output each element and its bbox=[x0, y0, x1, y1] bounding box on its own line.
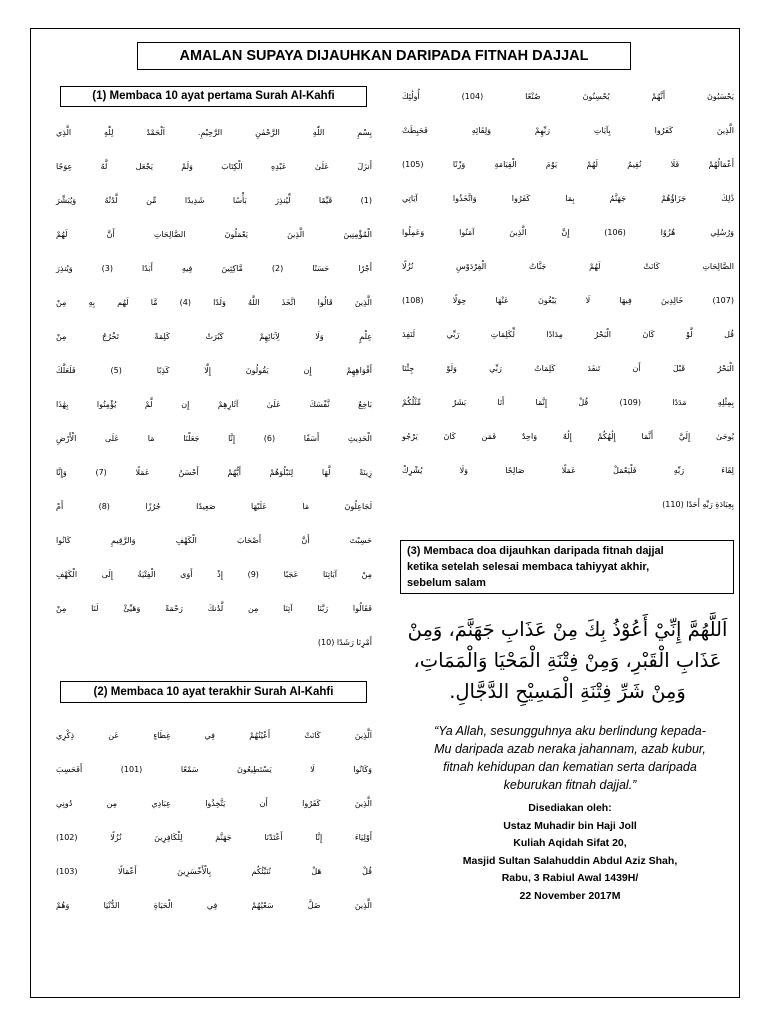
title-box bbox=[137, 42, 631, 70]
translation-line: “Ya Allah, sesungguhnya aku berlindung kepada- bbox=[434, 724, 706, 738]
credits bbox=[405, 800, 735, 906]
credits-line: Ustaz Muhadir bin Haji Joll bbox=[503, 819, 637, 832]
arabic-line: الْبَحْرُ قَبْلَ أَن تَنفَدَ كَلِمَاتُ رَبِّي وَلَوْ جِئْنَا bbox=[402, 364, 734, 373]
arabic-line: بِعِبَادَةِ رَبِّهِ أَحَدًا (110) bbox=[662, 500, 734, 509]
arabic-line: مِنْ آيَاتِنَا عَجَبًا (9) إِذْ أَوَى الْفِتْيَةُ إِلَى الْكَهْفِ bbox=[56, 570, 372, 579]
translation-line: fitnah kehidupan dan kematian serta daripada bbox=[443, 760, 697, 774]
section-1-label: (1) Membaca 10 ayat pertama Surah Al-Kahfi bbox=[92, 90, 335, 102]
section-2-label: (2) Membaca 10 ayat terakhir Surah Al-Kahfi bbox=[93, 686, 334, 698]
arabic-line: بِمِثْلِهِ مَدَدًا (109) قُلْ إِنَّمَا أَنَا بَشَرٌ مِّثْلُكُمْ bbox=[402, 398, 734, 407]
arabic-line: الْحَدِيثِ أَسَفًا (6) إِنَّا جَعَلْنَا مَا عَلَى الْأَرْضِ bbox=[56, 434, 372, 443]
arabic-line: (1) قَيِّمًا لِّيُنذِرَ بَأْسًا شَدِيدًا مِّن لَّدُنْهُ وَيُبَشِّرَ bbox=[56, 196, 372, 205]
arabic-line: الَّذِينَ قَالُوا اتَّخَذَ اللَّهُ وَلَدًا (4) مَّا لَهُم بِهِ مِنْ bbox=[56, 298, 372, 307]
dua-line: اَللَّهُمَّ إِنِّيْ أَعُوْذُ بِكَ مِنْ عَذَابِ جَهَنَّمَ، وَمِنْ bbox=[407, 618, 728, 641]
arabic-line: فَقَالُوا رَبَّنَا آتِنَا مِن لَّدُنكَ رَحْمَةً وَهَيِّئْ لَنَا مِنْ bbox=[56, 604, 372, 613]
section-3-label-line: (3) Membaca doa dijauhkan daripada fitnah dajjal bbox=[407, 545, 664, 557]
arabic-line: عِلْمٍ وَلَا لِآبَائِهِمْ كَبُرَتْ كَلِمَةً تَخْرُجُ مِنْ bbox=[56, 332, 372, 341]
arabic-line: (107) خَالِدِينَ فِيهَا لَا يَبْغُونَ عَنْهَا حِوَلًا (108) bbox=[402, 296, 734, 305]
arabic-line: وَكَانُوا لَا يَسْتَطِيعُونَ سَمْعًا (101) أَفَحَسِبَ bbox=[56, 765, 373, 774]
section-3-label-box bbox=[400, 540, 734, 594]
section-3-label-line: sebelum salam bbox=[407, 577, 486, 589]
credits-line: Masjid Sultan Salahuddin Abdul Aziz Shah, bbox=[462, 854, 678, 867]
arabic-line: أَمْرِنَا رَشَدًا (10) bbox=[317, 638, 372, 647]
page-title: AMALAN SUPAYA DIJAUHKAN DARIPADA FITNAH DAJJAL bbox=[179, 48, 589, 64]
section-1-label-box bbox=[60, 86, 367, 107]
section-3-label-line: ketika setelah selesai membaca tahiyyat akhir, bbox=[407, 561, 650, 573]
arabic-line: الَّذِينَ ضَلَّ سَعْيُهُمْ فِي الْحَيَاةِ الدُّنْيَا وَهُمْ bbox=[56, 901, 372, 910]
arabic-line: حَسِبْتَ أَنَّ أَصْحَابَ الْكَهْفِ وَالرَّقِيمِ كَانُوا bbox=[56, 536, 372, 545]
arabic-line: لِقَاءَ رَبِّهِ فَلْيَعْمَلْ عَمَلًا صَالِحًا وَلَا يُشْرِكْ bbox=[402, 466, 734, 475]
arabic-line: لَجَاعِلُونَ مَا عَلَيْهَا صَعِيدًا جُرُزًا (8) أَمْ bbox=[56, 502, 373, 511]
arabic-line: بَاخِعٌ نَّفْسَكَ عَلَىٰ آثَارِهِمْ إِن لَّمْ يُؤْمِنُوا بِهَٰذَا bbox=[56, 400, 372, 409]
arabic-line: بِسْمِ اللّٰهِ الرَّحْمٰنِ الرَّحِيْمِ. اَلْحَمْدُ لِلّٰهِ الَّذِي bbox=[56, 128, 372, 137]
credits-heading: Disediakan oleh: bbox=[528, 802, 612, 814]
arabic-line: اَلَّذِينَ كَانَتْ أَعْيُنُهُمْ فِي غِطَاءٍ عَن ذِكْرِي bbox=[56, 731, 372, 740]
credits-line: 22 November 2017M bbox=[519, 889, 621, 902]
translation-line: Mu daripada azab neraka jahannam, azab kubur, bbox=[434, 742, 706, 756]
arabic-line: ذَٰلِكَ جَزَاؤُهُمْ جَهَنَّمُ بِمَا كَفَرُوا وَاتَّخَذُوا آيَاتِي bbox=[402, 194, 734, 203]
dua-arabic-text bbox=[405, 614, 730, 707]
section-2-label-box bbox=[60, 681, 367, 703]
credits-line: Kuliah Aqidah Sifat 20, bbox=[513, 837, 627, 850]
arabic-line: أَفْوَاهِهِمْ إِن يَقُولُونَ إِلَّا كَذِبًا (5) فَلَعَلَّكَ bbox=[56, 366, 373, 375]
arabic-line: الْمُؤْمِنِينَ الَّذِينَ يَعْمَلُونَ الصَّالِحَاتِ أَنَّ لَهُمْ bbox=[56, 230, 372, 239]
arabic-line: قُلْ هَلْ نُنَبِّئُكُم بِالْأَخْسَرِينَ أَعْمَالًا (103) bbox=[56, 867, 372, 876]
arabic-line: الصَّالِحَاتِ كَانَتْ لَهُمْ جَنَّاتُ الْفِرْدَوْسِ نُزُلًا bbox=[402, 262, 734, 271]
arabic-line: وَرُسُلِي هُزُوًا (106) إِنَّ الَّذِينَ آمَنُوا وَعَمِلُوا bbox=[402, 228, 735, 237]
arabic-line: يَحْسَبُونَ أَنَّهُمْ يُحْسِنُونَ صُنْعًا (104) أُولَٰئِكَ bbox=[402, 92, 735, 101]
arabic-line: أَنزَلَ عَلَىٰ عَبْدِهِ الْكِتَابَ وَلَمْ يَجْعَل لَّهُ عِوَجًا bbox=[56, 162, 372, 171]
arabic-line: الَّذِينَ كَفَرُوا أَن يَتَّخِذُوا عِبَادِي مِن دُونِي bbox=[56, 799, 372, 808]
arabic-line: الَّذِينَ كَفَرُوا بِآيَاتِ رَبِّهِمْ وَلِقَائِهِ فَحَبِطَتْ bbox=[402, 126, 734, 135]
dua-translation bbox=[405, 722, 735, 794]
arabic-line: زِينَةً لَّهَا لِنَبْلُوَهُمْ أَيُّهُمْ أَحْسَنُ عَمَلًا (7) وَإِنَّا bbox=[56, 468, 372, 477]
arabic-line: أَعْمَالُهُمْ فَلَا نُقِيمُ لَهُمْ يَوْمَ الْقِيَامَةِ وَزْنًا (105) bbox=[402, 160, 734, 169]
arabic-line: يُوحَىٰ إِلَيَّ أَنَّمَا إِلَٰهُكُمْ إِلَٰهٌ وَاحِدٌ فَمَن كَانَ يَرْجُو bbox=[402, 432, 734, 441]
translation-line: keburukan fitnah dajjal.” bbox=[503, 778, 637, 792]
arabic-line: أَوْلِيَاءَ إِنَّا أَعْتَدْنَا جَهَنَّمَ لِلْكَافِرِينَ نُزُلًا (102) bbox=[56, 833, 372, 842]
continuation-arabic-text bbox=[402, 80, 734, 522]
section-2-arabic-text bbox=[56, 719, 372, 923]
dua-line: وَمِنْ شَرِّ فِتْنَةِ الْمَسِيْحِ الدَّجَّالِ. bbox=[449, 680, 686, 703]
arabic-line: أَجْرًا حَسَنًا (2) مَّاكِثِينَ فِيهِ أَبَدًا (3) وَيُنذِرَ bbox=[56, 264, 372, 273]
arabic-line: قُل لَّوْ كَانَ الْبَحْرُ مِدَادًا لِّكَلِمَاتِ رَبِّي لَنَفِدَ bbox=[402, 330, 734, 339]
section-1-arabic-text bbox=[56, 116, 372, 660]
credits-line: Rabu, 3 Rabiul Awal 1439H/ bbox=[501, 872, 639, 885]
dua-line: عَذَابِ الْقَبْرِ، وَمِنْ فِتْنَةِ الْمَحْيَا وَالْمَمَاتِ، bbox=[413, 649, 722, 672]
